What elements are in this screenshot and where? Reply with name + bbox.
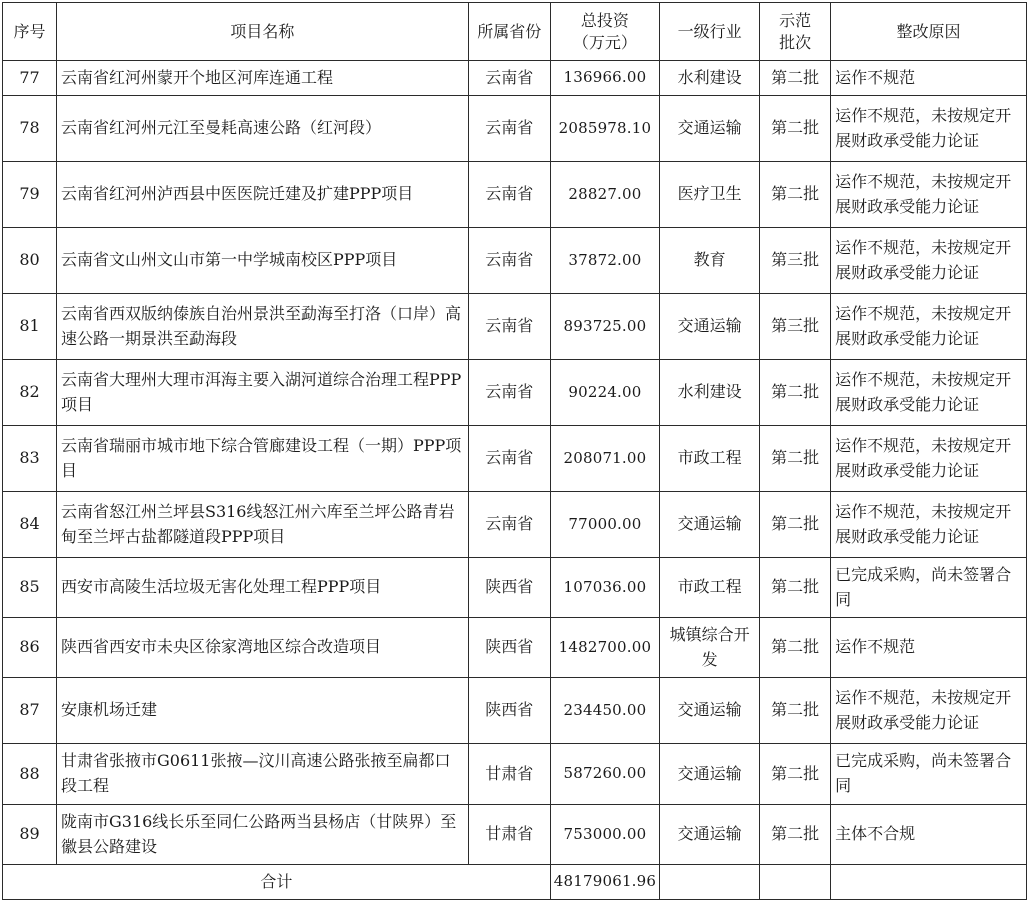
row-industry: 教育 xyxy=(660,228,760,294)
table-row xyxy=(3,61,1027,96)
row-industry: 交通运输 xyxy=(660,805,760,865)
row-investment: 28827.00 xyxy=(550,162,659,228)
row-industry: 交通运输 xyxy=(660,294,760,360)
row-batch: 第三批 xyxy=(760,294,831,360)
row-reason: 运作不规范，未按规定开展财政承受能力论证 xyxy=(831,294,1027,360)
row-province: 甘肃省 xyxy=(468,805,550,865)
row-province: 云南省 xyxy=(468,61,550,96)
row-industry: 水利建设 xyxy=(660,61,760,96)
row-index: 87 xyxy=(3,678,57,744)
row-province: 云南省 xyxy=(468,228,550,294)
header-batch xyxy=(760,3,831,61)
row-industry: 交通运输 xyxy=(660,492,760,558)
header-name: 项目名称 xyxy=(56,3,468,61)
row-investment: 753000.00 xyxy=(550,805,659,865)
row-batch: 第二批 xyxy=(760,61,831,96)
header-batch-line2: 批次 xyxy=(779,32,812,52)
table-row xyxy=(3,228,1027,294)
row-project-name: 云南省瑞丽市城市地下综合管廊建设工程（一期）PPP项目 xyxy=(56,426,468,492)
table-row xyxy=(3,618,1027,678)
row-index: 86 xyxy=(3,618,57,678)
row-reason: 主体不合规 xyxy=(831,805,1027,865)
row-project-name: 安康机场迁建 xyxy=(56,678,468,744)
table-row xyxy=(3,162,1027,228)
total-empty-reason xyxy=(831,865,1027,900)
row-investment: 107036.00 xyxy=(550,558,659,618)
table-row xyxy=(3,294,1027,360)
row-reason: 已完成采购，尚未签署合同 xyxy=(831,744,1027,805)
header-industry: 一级行业 xyxy=(660,3,760,61)
row-index: 77 xyxy=(3,61,57,96)
row-batch: 第二批 xyxy=(760,162,831,228)
row-province: 陕西省 xyxy=(468,678,550,744)
header-investment-line1: 总投资 xyxy=(580,10,629,30)
row-index: 80 xyxy=(3,228,57,294)
row-investment: 893725.00 xyxy=(550,294,659,360)
row-province: 云南省 xyxy=(468,96,550,162)
row-project-name: 云南省红河州元江至曼耗高速公路（红河段） xyxy=(56,96,468,162)
row-reason: 运作不规范，未按规定开展财政承受能力论证 xyxy=(831,228,1027,294)
table-row xyxy=(3,426,1027,492)
row-investment: 208071.00 xyxy=(550,426,659,492)
row-reason: 运作不规范，未按规定开展财政承受能力论证 xyxy=(831,162,1027,228)
row-industry: 城镇综合开发 xyxy=(660,618,760,678)
row-batch: 第二批 xyxy=(760,558,831,618)
row-investment: 2085978.10 xyxy=(550,96,659,162)
row-index: 85 xyxy=(3,558,57,618)
row-province: 云南省 xyxy=(468,294,550,360)
row-project-name: 陕西省西安市未央区徐家湾地区综合改造项目 xyxy=(56,618,468,678)
table-row xyxy=(3,492,1027,558)
row-index: 82 xyxy=(3,360,57,426)
row-batch: 第二批 xyxy=(760,96,831,162)
row-reason: 运作不规范，未按规定开展财政承受能力论证 xyxy=(831,360,1027,426)
header-reason: 整改原因 xyxy=(831,3,1027,61)
table-body xyxy=(3,61,1027,865)
table-row xyxy=(3,96,1027,162)
row-batch: 第二批 xyxy=(760,678,831,744)
table-row xyxy=(3,360,1027,426)
row-investment: 234450.00 xyxy=(550,678,659,744)
row-project-name: 甘肃省张掖市G0611张掖—汶川高速公路张掖至扁都口段工程 xyxy=(56,744,468,805)
header-investment xyxy=(550,3,659,61)
row-province: 陕西省 xyxy=(468,558,550,618)
row-batch: 第二批 xyxy=(760,618,831,678)
row-index: 83 xyxy=(3,426,57,492)
row-project-name: 陇南市G316线长乐至同仁公路两当县杨店（甘陕界）至徽县公路建设 xyxy=(56,805,468,865)
row-province: 云南省 xyxy=(468,426,550,492)
row-investment: 90224.00 xyxy=(550,360,659,426)
row-project-name: 云南省红河州蒙开个地区河库连通工程 xyxy=(56,61,468,96)
row-project-name: 云南省文山州文山市第一中学城南校区PPP项目 xyxy=(56,228,468,294)
row-industry: 医疗卫生 xyxy=(660,162,760,228)
row-reason: 运作不规范，未按规定开展财政承受能力论证 xyxy=(831,492,1027,558)
row-batch: 第二批 xyxy=(760,426,831,492)
row-province: 云南省 xyxy=(468,492,550,558)
row-batch: 第二批 xyxy=(760,492,831,558)
row-province: 云南省 xyxy=(468,162,550,228)
total-row xyxy=(3,865,1027,900)
row-investment: 1482700.00 xyxy=(550,618,659,678)
row-reason: 运作不规范，未按规定开展财政承受能力论证 xyxy=(831,678,1027,744)
row-investment: 77000.00 xyxy=(550,492,659,558)
row-reason: 运作不规范 xyxy=(831,61,1027,96)
row-reason: 运作不规范 xyxy=(831,618,1027,678)
row-batch: 第三批 xyxy=(760,228,831,294)
total-label: 合计 xyxy=(3,865,551,900)
header-province: 所属省份 xyxy=(468,3,550,61)
table-row xyxy=(3,558,1027,618)
row-reason: 已完成采购，尚未签署合同 xyxy=(831,558,1027,618)
total-empty-batch xyxy=(760,865,831,900)
table-row xyxy=(3,678,1027,744)
row-project-name: 云南省红河州泸西县中医医院迁建及扩建PPP项目 xyxy=(56,162,468,228)
table-row xyxy=(3,744,1027,805)
row-index: 88 xyxy=(3,744,57,805)
row-index: 89 xyxy=(3,805,57,865)
row-project-name: 云南省怒江州兰坪县S316线怒江州六库至兰坪公路青岩甸至兰坪古盐都隧道段PPP项目 xyxy=(56,492,468,558)
row-industry: 交通运输 xyxy=(660,96,760,162)
header-index: 序号 xyxy=(3,3,57,61)
row-province: 甘肃省 xyxy=(468,744,550,805)
row-investment: 37872.00 xyxy=(550,228,659,294)
row-industry: 水利建设 xyxy=(660,360,760,426)
row-investment: 136966.00 xyxy=(550,61,659,96)
row-index: 81 xyxy=(3,294,57,360)
header-batch-line1: 示范 xyxy=(779,10,812,30)
row-reason: 运作不规范，未按规定开展财政承受能力论证 xyxy=(831,426,1027,492)
total-investment: 48179061.96 xyxy=(550,865,659,900)
row-investment: 587260.00 xyxy=(550,744,659,805)
row-industry: 市政工程 xyxy=(660,426,760,492)
row-batch: 第二批 xyxy=(760,805,831,865)
header-investment-line2: （万元） xyxy=(572,32,637,52)
table-row xyxy=(3,805,1027,865)
header-row xyxy=(3,3,1027,61)
row-reason: 运作不规范，未按规定开展财政承受能力论证 xyxy=(831,96,1027,162)
row-batch: 第二批 xyxy=(760,744,831,805)
row-batch: 第二批 xyxy=(760,360,831,426)
row-index: 84 xyxy=(3,492,57,558)
row-index: 78 xyxy=(3,96,57,162)
row-project-name: 西安市高陵生活垃圾无害化处理工程PPP项目 xyxy=(56,558,468,618)
row-province: 云南省 xyxy=(468,360,550,426)
row-project-name: 云南省大理州大理市洱海主要入湖河道综合治理工程PPP项目 xyxy=(56,360,468,426)
row-industry: 交通运输 xyxy=(660,744,760,805)
row-province: 陕西省 xyxy=(468,618,550,678)
row-industry: 交通运输 xyxy=(660,678,760,744)
row-project-name: 云南省西双版纳傣族自治州景洪至勐海至打洛（口岸）高速公路一期景洪至勐海段 xyxy=(56,294,468,360)
row-index: 79 xyxy=(3,162,57,228)
project-table xyxy=(2,2,1027,900)
row-industry: 市政工程 xyxy=(660,558,760,618)
total-empty-industry xyxy=(660,865,760,900)
